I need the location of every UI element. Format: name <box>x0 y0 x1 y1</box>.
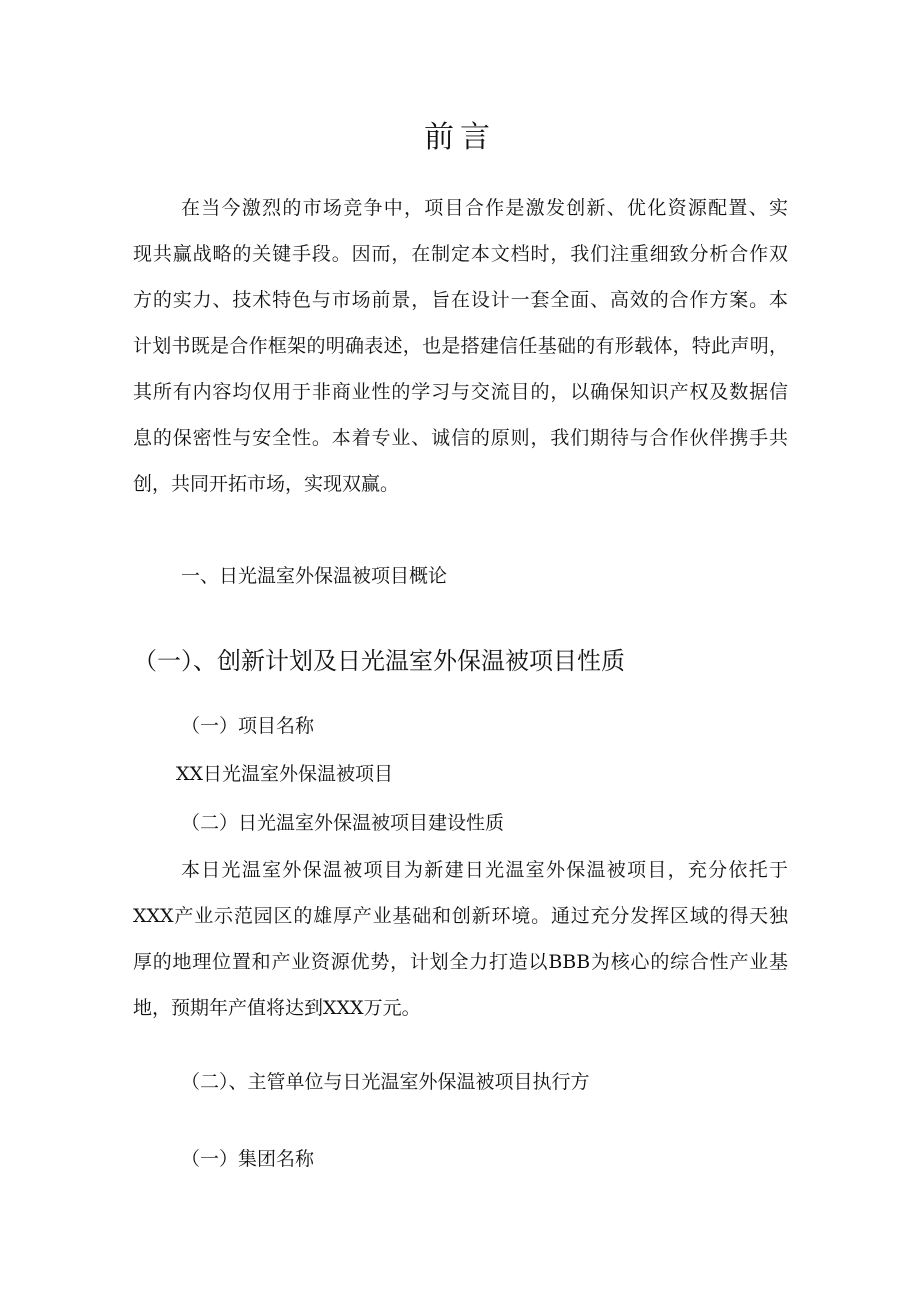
preface-paragraph <box>133 199 788 497</box>
preface-line: 创，共同开拓市场，实现双赢。 <box>133 473 400 495</box>
body-line: 厚的地理位置和产业资源优势，计划全力打造以BBB为核心的综合性产业基 <box>133 951 788 973</box>
preface-line: 息的保密性与安全性。本着专业、诚信的原则，我们期待与合作伙伴携手共 <box>133 427 788 449</box>
preface-line: 计划书既是合作框架的明确表述，也是搭建信任基础的有形载体，特此声明， <box>133 335 788 357</box>
body-line: XXX产业示范园区的雄厚产业基础和创新环境。通过充分发挥区域的得天独 <box>133 905 788 927</box>
preface-line: 方的实力、技术特色与市场前景，旨在设计一套全面、高效的合作方案。本 <box>133 289 788 311</box>
subsection-heading: （二）、主管单位与日光温室外保温被项目执行方 <box>181 1071 590 1093</box>
item-label: （二）日光温室外保温被项目建设性质 <box>181 812 505 834</box>
item-value: XX日光温室外保温被项目 <box>176 763 394 785</box>
item-label: （一）项目名称 <box>181 715 315 737</box>
preface-line: 在当今激烈的市场竞争中，项目合作是激发创新、优化资源配置、实 <box>181 197 788 219</box>
section-heading: 一、日光温室外保温被项目概论 <box>181 565 448 587</box>
item-label: （一）集团名称 <box>181 1148 315 1170</box>
subsection-heading: （一）、创新计划及日光温室外保温被项目性质 <box>133 647 625 675</box>
preface-line: 其所有内容均仅用于非商业性的学习与交流目的，以确保知识产权及数据信 <box>133 381 788 403</box>
preface-line: 现共赢战略的关键手段。因而，在制定本文档时，我们注重细致分析合作双 <box>133 243 788 265</box>
page-title: 前言 <box>424 120 496 155</box>
body-line: 地，预期年产值将达到XXX万元。 <box>133 997 421 1019</box>
body-paragraph <box>133 861 788 1021</box>
body-line: 本日光温室外保温被项目为新建日光温室外保温被项目，充分依托于 <box>181 859 788 881</box>
